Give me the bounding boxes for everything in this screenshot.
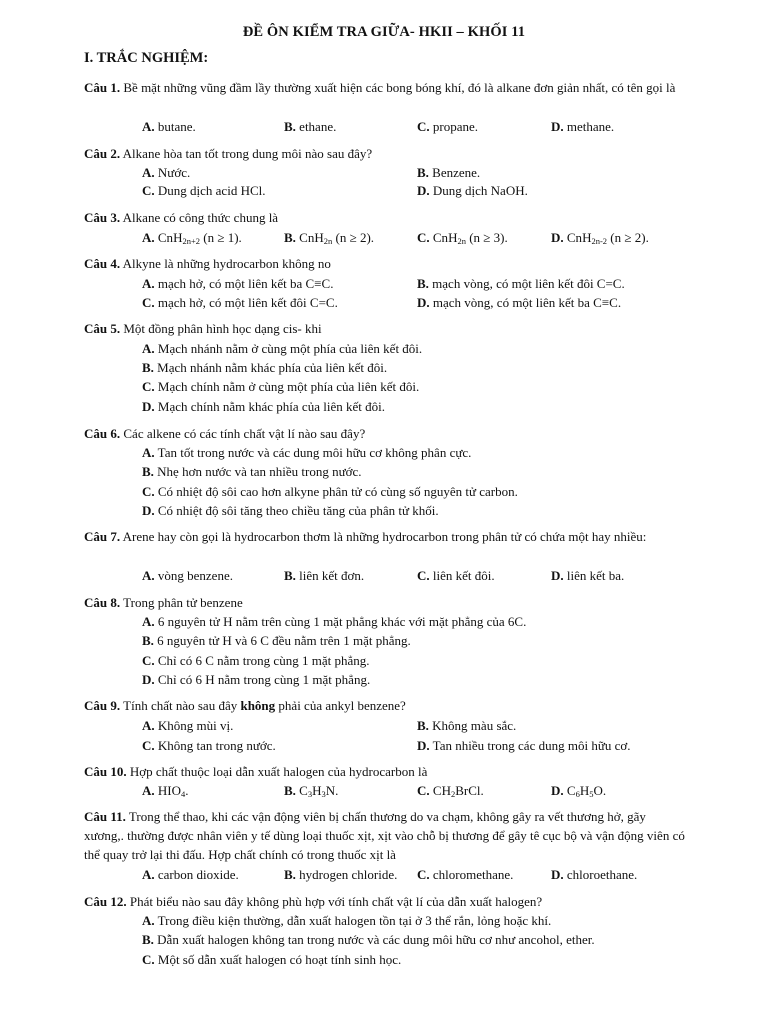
question-text: Alkyne là những hydrocarbon không no <box>122 256 331 271</box>
question-stem <box>84 144 688 163</box>
formula: $C_3H_3N$. <box>299 783 339 799</box>
answer-option: B. Nhẹ hơn nước và tan nhiều trong nước. <box>142 464 362 479</box>
answer-option: A. 6 nguyên tử H nằm trên cùng 1 mặt phẳng khác với mặt phẳng của 6C. <box>142 614 527 629</box>
question-stem <box>84 807 688 864</box>
question-text: Một đồng phân hình học dạng cis- khi <box>123 321 322 336</box>
answer-option: D. CnH$_{2n-2}$ (n ≥ 2). <box>551 230 649 246</box>
formula: $HIO_4$. <box>157 783 189 799</box>
emphasis-word: không <box>240 698 276 713</box>
answer-option: D. liên kết ba. <box>551 568 625 583</box>
section-heading: I. TRẮC NGHIỆM: <box>84 50 209 66</box>
answer-option: A. Trong điều kiện thường, dẫn xuất halogen tồn tại ở 3 thể rắn, lỏng hoặc khí. <box>142 913 552 928</box>
answer-option: B. CnH$_{2n}$ (n ≥ 2). <box>284 230 375 246</box>
question-label: Câu 8. <box>84 595 121 610</box>
question-stem <box>84 319 688 338</box>
answer-option: B. Dẫn xuất halogen không tan trong nước và các dung môi hữu cơ như ancohol, ether. <box>142 932 595 947</box>
answer-option: A. Không mùi vị. <box>142 718 234 733</box>
question-label: Câu 4. <box>84 256 121 271</box>
formula: CnH$_{2n}$ (n ≥ 3). <box>432 230 508 246</box>
question-text: Phát biểu nào sau đây không phù hợp với tính chất vật lí của dẫn xuất halogen? <box>129 894 543 909</box>
answer-option: B. $C_3H_3N$. <box>284 783 339 799</box>
answer-option: A. carbon dioxide. <box>142 867 239 882</box>
question-text: Trong thể thao, khi các vận động viên bị chấn thương do va chạm, không gây ra vết thương hở, gãy xương,. thường được nhân viên y tế dùng loại thuốc xịt, xịt vào chỗ bị thương để gây tê cục bộ và vận động viên có thể quay trở lại thi đấu. Hợp chất chính có trong thuốc xịt là <box>84 809 685 862</box>
formula: CnH$_{2n+2}$ (n ≥ 1). <box>157 230 242 246</box>
formula: CnH$_{2n}$ (n ≥ 2). <box>299 230 375 246</box>
answer-option: C. Dung dịch acid HCl. <box>142 183 266 198</box>
answer-option: C. Một số dẫn xuất halogen có hoạt tính sinh học. <box>142 952 402 967</box>
question-stem <box>84 208 688 227</box>
question-text: Tính chất nào sau đây <box>123 698 241 713</box>
question-stem <box>84 762 688 781</box>
answer-option: C. liên kết đôi. <box>417 568 495 583</box>
question-label: Câu 2. <box>84 146 121 161</box>
question-label: Câu 11. <box>84 809 126 824</box>
answer-option: B. ethane. <box>284 119 337 134</box>
answer-option: C. mạch hở, có một liên kết đôi C=C. <box>142 295 338 310</box>
answer-option: B. Mạch nhánh nằm khác phía của liên kết đôi. <box>142 360 388 375</box>
answer-option: D. chloroethane. <box>551 867 638 882</box>
question-text: Alkane hòa tan tốt trong dung môi nào sau đây? <box>122 146 373 161</box>
question-stem <box>84 593 688 612</box>
answer-option: B. liên kết đơn. <box>284 568 365 583</box>
formula: CnH$_{2n-2}$ (n ≥ 2). <box>566 230 649 246</box>
answer-option: C. $CH_2BrCl$. <box>417 783 484 799</box>
answer-option: A. Mạch nhánh nằm ở cùng một phía của liên kết đôi. <box>142 341 423 356</box>
question-text: Hợp chất thuộc loại dẫn xuất halogen của hydrocarbon là <box>129 764 428 779</box>
answer-option: C. Chỉ có 6 C nằm trong cùng 1 mặt phẳng. <box>142 653 370 668</box>
answer-option: D. Mạch chính nằm khác phía của liên kết đôi. <box>142 399 385 414</box>
answer-option: D. $C_6H_5O$. <box>551 783 607 799</box>
question-stem <box>84 424 688 443</box>
answer-option: A. mạch hở, có một liên kết ba C≡C. <box>142 276 334 291</box>
question-text: Các alkene có các tính chất vật lí nào sau đây? <box>123 426 366 441</box>
question-text: Arene hay còn gọi là hydrocarbon thơm là những hydrocarbon trong phân tử có chứa một hay nhiều: <box>122 529 647 544</box>
question-label: Câu 7. <box>84 529 121 544</box>
answer-option: C. propane. <box>417 119 479 134</box>
question-label: Câu 1. <box>84 80 121 95</box>
question-label: Câu 10. <box>84 764 127 779</box>
answer-option: B. hydrogen chloride. <box>284 867 398 882</box>
answer-option: B. Không màu sắc. <box>417 718 517 733</box>
answer-option: C. Mạch chính nằm ở cùng một phía của liên kết đôi. <box>142 379 420 394</box>
answer-option: D. methane. <box>551 119 615 134</box>
answer-option: B. Benzene. <box>417 165 481 180</box>
answer-option: B. 6 nguyên tử H và 6 C đều nằm trên 1 mặt phẳng. <box>142 633 411 648</box>
formula: $C_6H_5O$. <box>566 783 607 799</box>
answer-option: B. mạch vòng, có một liên kết đôi C=C. <box>417 276 625 291</box>
question-label: Câu 5. <box>84 321 121 336</box>
answer-option: D. mạch vòng, có một liên kết ba C≡C. <box>417 295 622 310</box>
answer-option: A. Tan tốt trong nước và các dung môi hữu cơ không phân cực. <box>142 445 472 460</box>
answer-option: C. Có nhiệt độ sôi cao hơn alkyne phân tử có cùng số nguyên tử carbon. <box>142 484 518 499</box>
page-title: ĐỀ ÔN KIỂM TRA GIỮA- HKII – KHỐI 11 <box>242 24 526 40</box>
question-label: Câu 12. <box>84 894 127 909</box>
question-text: Trong phân tử benzene <box>123 595 243 610</box>
answer-option: A. $HIO_4$. <box>142 783 189 799</box>
question-stem <box>84 527 688 546</box>
answer-option: D. Có nhiệt độ sôi tăng theo chiều tăng của phân tử khối. <box>142 503 439 518</box>
answer-option: A. Nước. <box>142 165 191 180</box>
question-text: Bề mặt những vũng đầm lầy thường xuất hiện các bong bóng khí, đó là alkane đơn giản nhất, có tên gọi là <box>123 80 676 95</box>
answer-option: C. Không tan trong nước. <box>142 738 276 753</box>
answer-option: C. CnH$_{2n}$ (n ≥ 3). <box>417 230 508 246</box>
answer-option: A. butane. <box>142 119 196 134</box>
answer-option: A. vòng benzene. <box>142 568 233 583</box>
answer-option: C. chloromethane. <box>417 867 514 882</box>
question-label: Câu 3. <box>84 210 121 225</box>
answer-option: D. Tan nhiều trong các dung môi hữu cơ. <box>417 738 631 753</box>
question-stem: Câu 9. Tính chất nào sau đây không phải của ankyl benzene? <box>84 698 406 713</box>
answer-option: D. Chỉ có 6 H nằm trong cùng 1 mặt phẳng. <box>142 672 371 687</box>
question-label: Câu 9. <box>84 698 121 713</box>
answer-option: A. CnH$_{2n+2}$ (n ≥ 1). <box>142 230 242 246</box>
question-label: Câu 6. <box>84 426 121 441</box>
answer-option: D. Dung dịch NaOH. <box>417 183 528 198</box>
question-stem <box>84 78 688 97</box>
question-stem <box>84 254 688 273</box>
question-text: Alkane có công thức chung là <box>122 210 279 225</box>
formula: $CH_2BrCl$. <box>432 783 484 799</box>
question-stem <box>84 892 688 911</box>
